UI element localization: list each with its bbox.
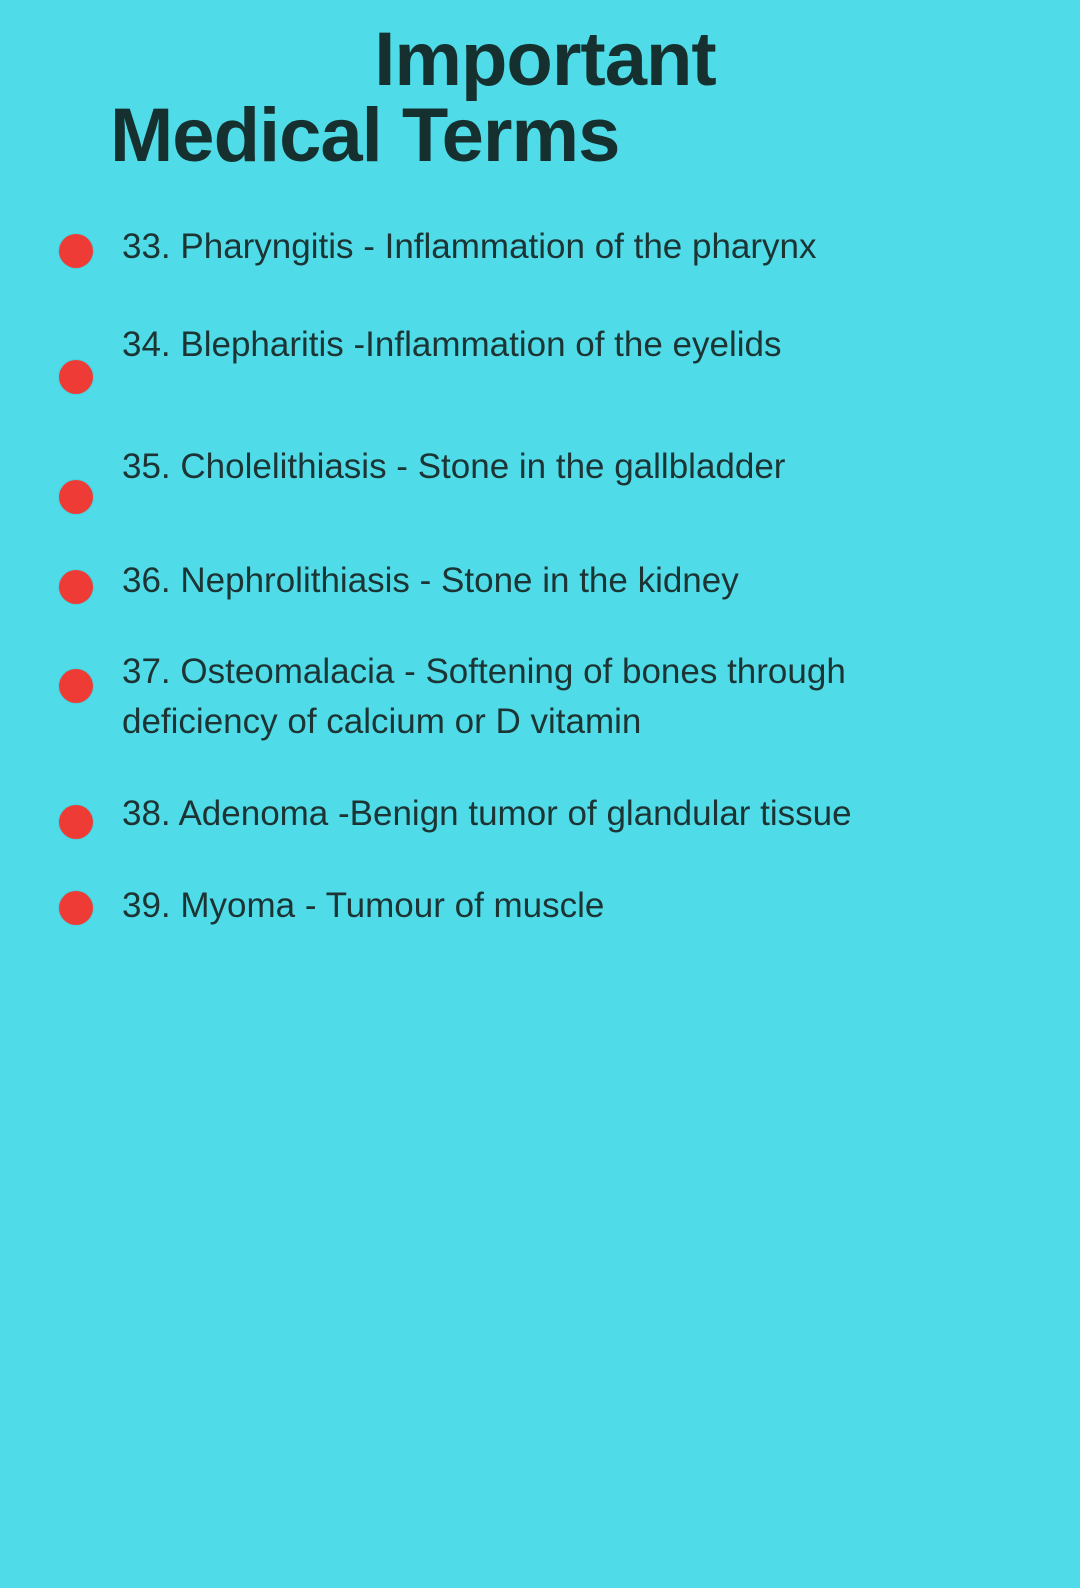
- list-item: [30, 789, 1040, 839]
- list-item-label: 37. Osteomalacia - Softening of bones through deficiency of calcium or D vitamin: [122, 652, 846, 742]
- list-item-label: 38. Adenoma -Benign tumor of glandular tissue: [122, 793, 852, 833]
- list-item: [30, 436, 1040, 514]
- list-item: [30, 222, 1040, 272]
- list-item-label: 33. Pharyngitis - Inflammation of the pharynx: [122, 227, 817, 266]
- bullet-icon: [30, 222, 122, 268]
- list-item-label: 34. Blepharitis -Inflammation of the eyelids: [122, 324, 782, 364]
- bullet-icon: [30, 556, 122, 604]
- page-title: [0, 0, 1080, 178]
- medical-terms-list: [0, 222, 1080, 930]
- list-item: [30, 647, 1040, 746]
- bullet-icon: [30, 647, 122, 703]
- bottom-spacer: [0, 972, 1080, 1122]
- bullet-icon: [30, 314, 122, 394]
- page-title-line-1: Important: [374, 17, 716, 102]
- list-item: [30, 314, 1040, 394]
- list-item: [30, 556, 1040, 606]
- page-title-line-2: Medical Terms: [110, 93, 620, 178]
- bullet-icon: [30, 881, 122, 925]
- list-item-label: 39. Myoma - Tumour of muscle: [122, 885, 605, 925]
- list-item-label: 35. Cholelithiasis - Stone in the gallbladder: [122, 446, 786, 486]
- list-item-label: 36. Nephrolithiasis - Stone in the kidney: [122, 560, 739, 600]
- bullet-icon: [30, 436, 122, 514]
- bullet-icon: [30, 789, 122, 839]
- list-item: [30, 881, 1040, 931]
